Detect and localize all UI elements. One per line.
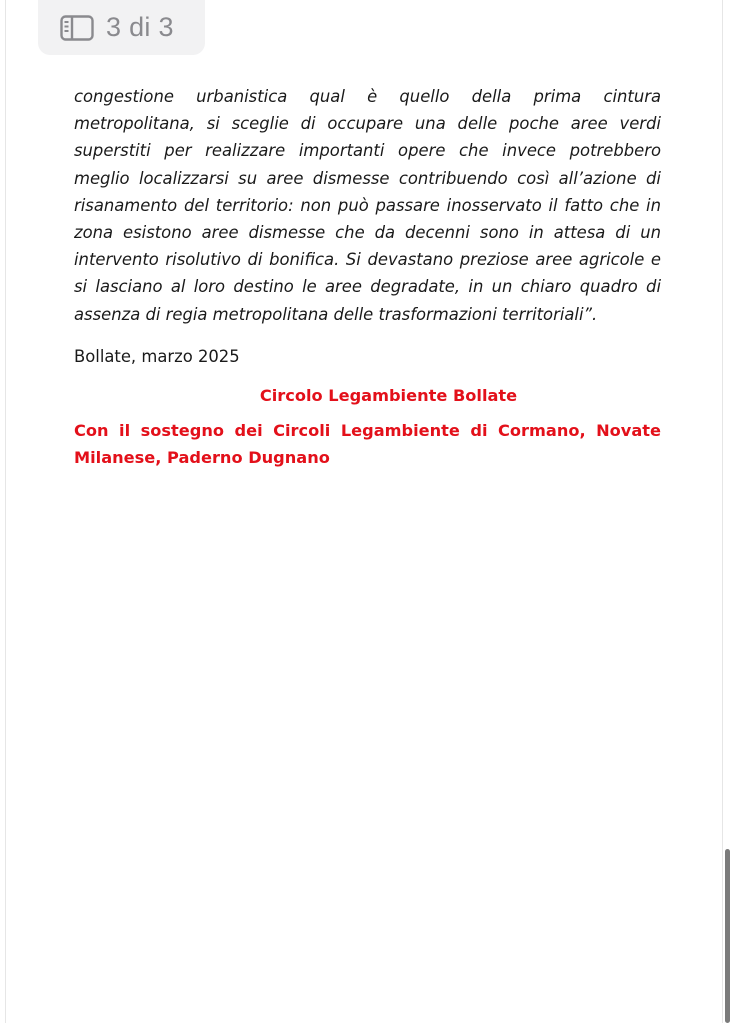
sidebar-icon[interactable] — [60, 15, 94, 41]
body-paragraph: congestione urbanistica qual è quello della prima cintura metropolitana, si sceglie di occupare una delle poche aree verdi superstiti per realizzare importanti opere che invece potrebbero meglio localizzarsi su aree dismesse contribuendo così all’azione di risanamento del territorio: non può passare inosservato il fatto che in zona esistono aree dismesse che da decenni sono in attesa di un intervento risolutivo di bonifica. Si devastano preziose aree agricole e si lasciano al loro destino le aree degradate, in un chiaro quadro di assenza di regia metropolitana delle trasformazioni territoriali”. — [74, 87, 661, 324]
support-note: Con il sostegno dei Circoli Legambiente di Cormano, Novate Milanese, Paderno Dugnano — [74, 420, 661, 467]
document-page — [74, 83, 661, 471]
page-counter-label: 3 di 3 — [106, 12, 174, 42]
page-indicator[interactable] — [38, 0, 205, 55]
signature: Circolo Legambiente Bollate — [259, 385, 518, 405]
scrollbar-thumb[interactable] — [725, 849, 730, 1023]
page-edge-right — [722, 0, 723, 1023]
place-date: Bollate, marzo 2025 — [74, 346, 240, 366]
page-edge-left — [5, 0, 6, 1023]
